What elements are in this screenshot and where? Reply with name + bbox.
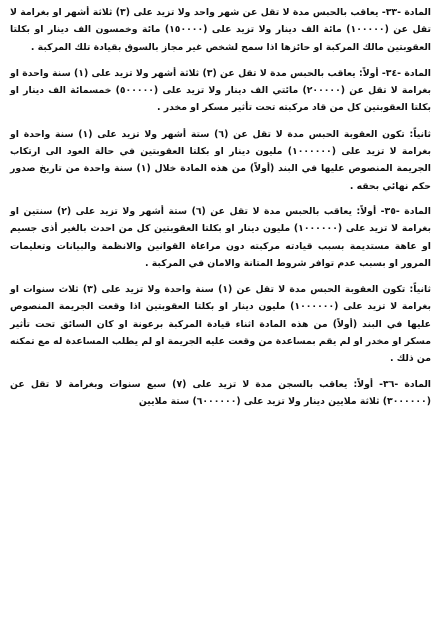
article-35-clause-2: ثانياً: تكون العقوبة الحبس مدة لا تقل عن (١) سنة واحدة ولا تزيد على (٣) ثلاث سنوات او بغرامة لا تزيد على (١٠٠٠٠٠٠) مليون دينار او بكلتا العقوبتين اذا وقعت الجريمة المنصوص عليها في البند (أولاً) من هذه المادة اثناء قيادة المركبة برعونة او كان السائق تحت تأثير مسكر او مخدر او لم يقم بمساعدة من وقعت عليه الجريمة او لم يطلب المساعدة له مع تمكنه من ذلك .	[10, 284, 432, 365]
article-34-clause-2: ثانياً: تكون العقوبة الحبس مدة لا تقل عن (٦) ستة أشهر ولا تزيد على (١) سنة واحدة او بغرامة لا تزيد على (١٠٠٠٠٠٠) مليون دينار او بكلتا العقوبتين في حالة العود الى ارتكاب الجريمة المنصوص عليها في البند (أولاً) من هذه المادة خلال (١) سنة واحدة من تاريخ صدور حكم نهائي بحقه .	[10, 128, 432, 192]
article-33: المادة -٣٣- يعاقب بالحبس مدة لا تقل عن شهر واحد ولا تزيد على (٣) ثلاثة أشهر او بغرامة لا تقل عن (١٠٠٠٠٠) مائة الف دينار ولا تزيد على (١٥٠٠٠٠) مائة وخمسون الف دينار او بكلتا العقوبتين مالك المركبة او حائزها اذا سمح لشخص غير مجاز بالسوق بقيادة تلك المركبة .	[10, 7, 431, 53]
article-36-clause-1: المادة -٣٦- أولاً: يعاقب بالسجن مدة لا تزيد على (٧) سبع سنوات وبغرامة لا تقل عن (٣٠٠٠٠٠٠) ثلاثة ملايين دينار ولا تزيد على (٦٠٠٠٠٠٠) ستة ملايين	[10, 378, 431, 407]
article-34-clause-1: المادة -٣٤- أولاً: يعاقب بالحبس مدة لا تقل عن (٣) ثلاثة أشهر ولا تزيد على (١) سنة واحدة او بغرامة لا تقل عن (٢٠٠٠٠٠) مائتي الف دينار ولا تزيد على (٥٠٠٠٠٠) خمسمائة الف دينار او بكلتا العقوبتين كل من قاد مركبته تحت تأثير مسكر او مخدر .	[10, 67, 431, 114]
article-35-clause-1: المادة -٣٥- أولاً: يعاقب بالحبس مدة لا تقل عن (٦) ستة أشهر ولا تزيد على (٢) سنتين او بغرامة لا تزيد على (١٠٠٠٠٠٠) مليون دينار او بكلتا العقوبتين كل من احدث بالغير أذى جسيم او عاهة مستديمة بسبب قيادته مركبته دون مراعاة القوانين والانظمة والبيانات وتعليمات المرور او بسبب عدم توافر شروط المتانة والامان في المركبة .	[10, 205, 431, 269]
